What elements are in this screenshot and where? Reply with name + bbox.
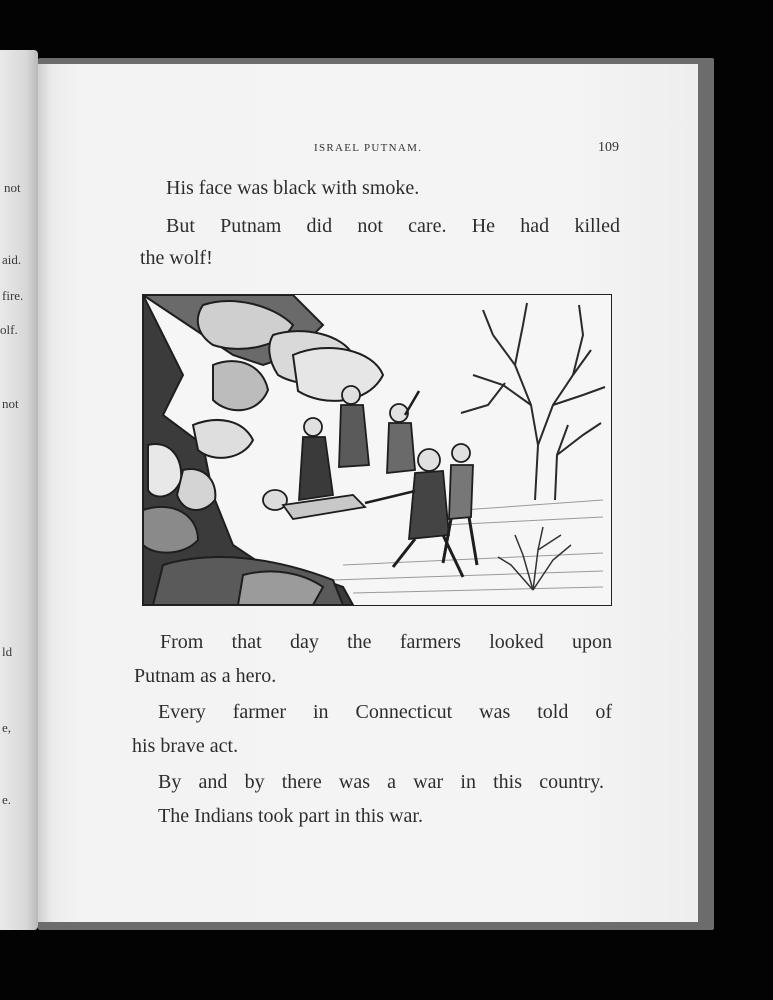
paragraph-line: His face was black with smoke. (166, 177, 420, 199)
running-head: ISRAEL PUTNAM. (314, 142, 423, 154)
paragraph-line: From that day the farmers looked upon (160, 631, 612, 653)
paragraph-line: Putnam as a hero. (134, 665, 277, 687)
book-page (38, 64, 698, 922)
facing-page-fragment: ld (2, 644, 13, 659)
facing-page-edge (0, 50, 38, 930)
facing-page-fragment: aid. (2, 252, 22, 267)
paragraph-line: But Putnam did not care. He had killed (166, 215, 620, 237)
facing-page-fragment: e, (2, 720, 12, 735)
paragraph-line: his brave act. (132, 735, 239, 757)
facing-page-fragment: not (2, 396, 19, 411)
facing-page-fragment: olf. (0, 322, 18, 337)
facing-page-fragment: not (4, 180, 21, 195)
paragraph-line: the wolf! (140, 247, 213, 269)
paragraph-line: The Indians took part in this war. (158, 805, 423, 827)
facing-page-fragment: e. (2, 792, 12, 807)
paragraph-line: Every farmer in Connecticut was told of (158, 701, 612, 723)
paragraph-line: By and by there was a war in this country. (158, 771, 604, 793)
page-number: 109 (598, 140, 619, 155)
wolf-hunt-illustration (142, 294, 612, 606)
facing-page-fragment: fire. (2, 288, 24, 303)
